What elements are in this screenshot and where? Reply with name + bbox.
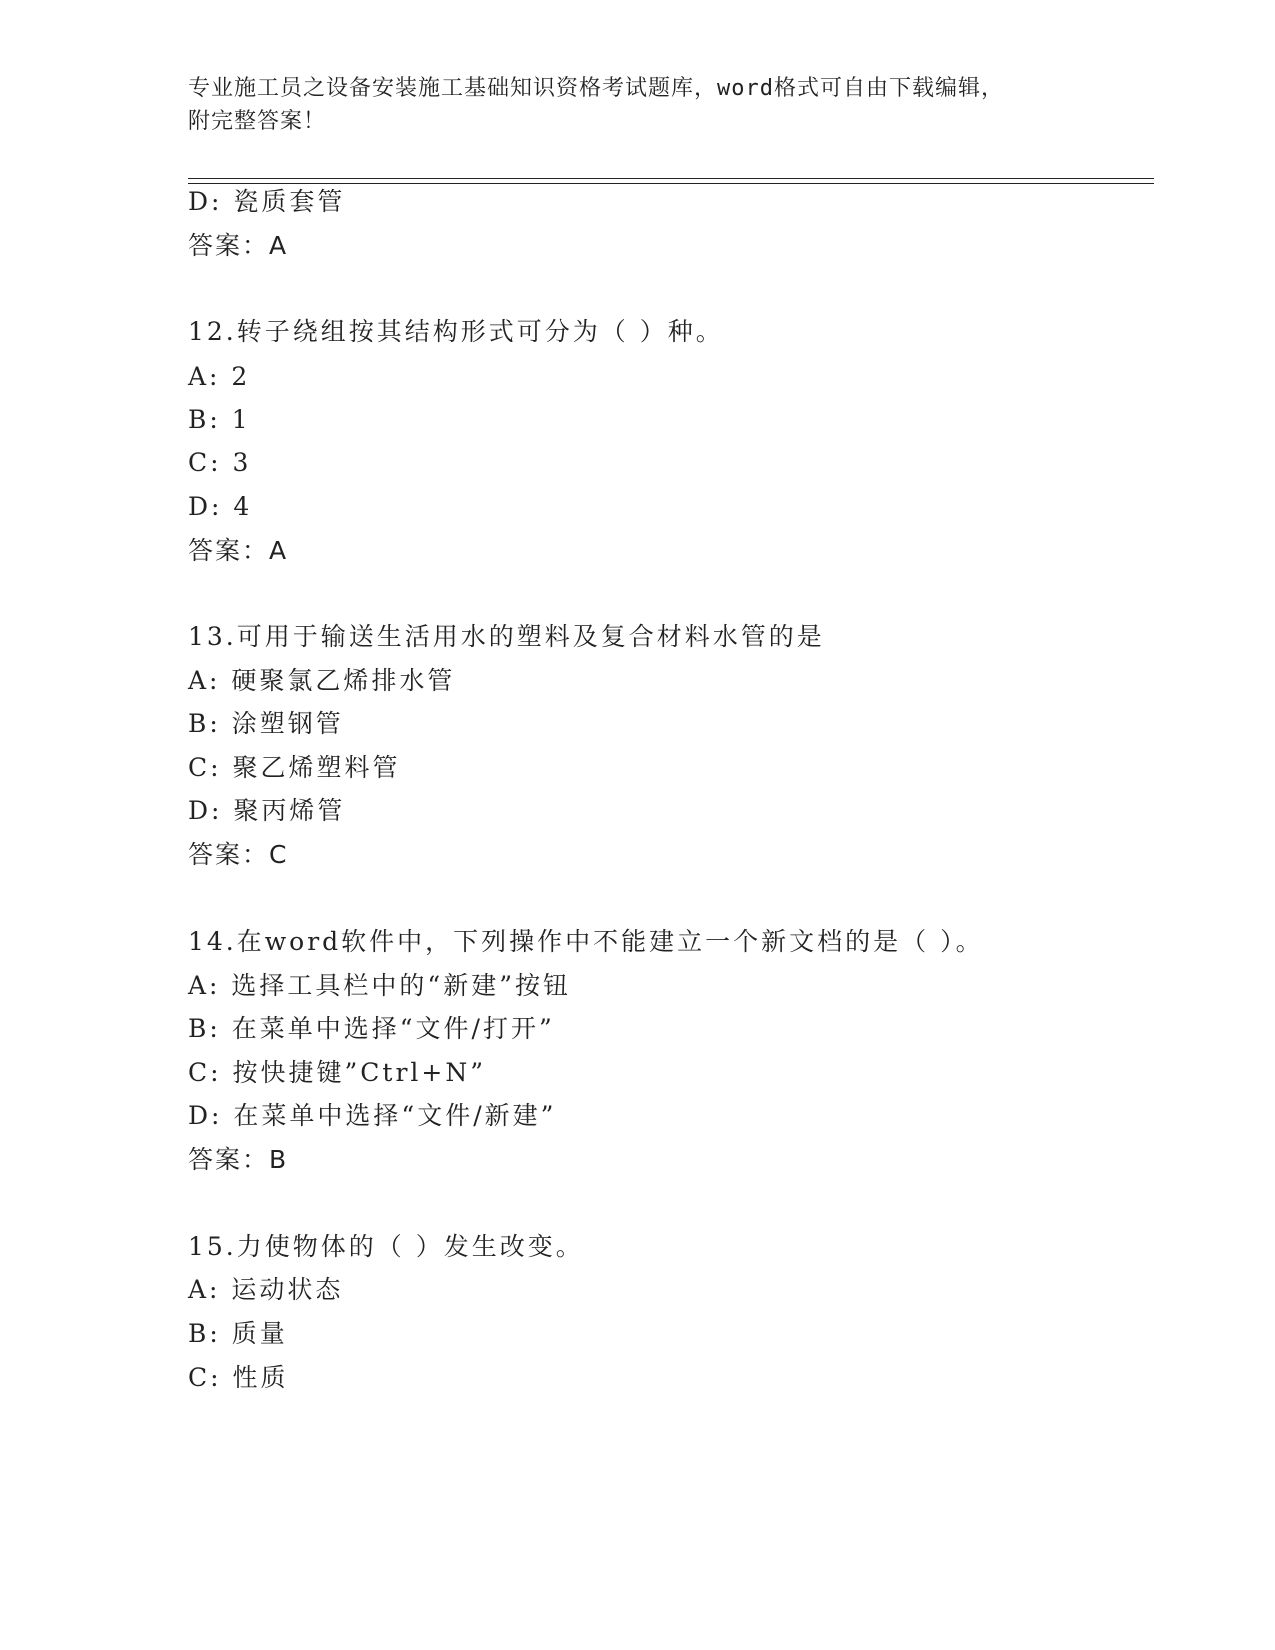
header-line-1: 专业施工员之设备安装施工基础知识资格考试题库，word格式可自由下载编辑，: [188, 76, 1004, 101]
q12-answer: 答案：A: [188, 536, 289, 565]
header-divider-bottom: [188, 183, 1154, 184]
prev-answer: 答案：A: [188, 231, 289, 260]
q15-option-b: B: 质量: [188, 1319, 288, 1348]
prev-option-d: D: 瓷质套管: [188, 187, 346, 216]
q15-option-c: C: 性质: [188, 1363, 289, 1392]
question-12: 12.转子绕组按其结构形式可分为（ ）种。: [188, 317, 724, 346]
q13-option-c: C: 聚乙烯塑料管: [188, 753, 401, 782]
q14-option-d: D: 在菜单中选择“文件/新建”: [188, 1101, 557, 1130]
q12-option-c: C: 3: [188, 448, 252, 477]
q14-answer: 答案：B: [188, 1145, 289, 1174]
q14-option-a: A: 选择工具栏中的“新建”按钮: [188, 971, 571, 1000]
header-divider-top: [188, 178, 1154, 179]
question-15: 15.力使物体的（ ）发生改变。: [188, 1232, 584, 1261]
q13-answer: 答案：C: [188, 840, 289, 869]
q14-option-c: C: 按快捷键”Ctrl+N”: [188, 1058, 487, 1087]
question-14: 14.在word软件中，下列操作中不能建立一个新文档的是（ ）。: [188, 927, 984, 956]
q14-option-b: B: 在菜单中选择“文件/打开”: [188, 1014, 555, 1043]
header-line-2: 附完整答案！: [188, 109, 327, 134]
question-13: 13.可用于输送生活用水的塑料及复合材料水管的是: [188, 622, 825, 651]
q13-option-d: D: 聚丙烯管: [188, 796, 346, 825]
document-header: [188, 72, 1088, 138]
q15-option-a: A: 运动状态: [188, 1275, 344, 1304]
q13-option-a: A: 硬聚氯乙烯排水管: [188, 666, 456, 695]
q12-option-b: B: 1: [188, 405, 251, 434]
q13-option-b: B: 涂塑钢管: [188, 709, 344, 738]
q12-option-a: A: 2: [188, 362, 251, 391]
q12-option-d: D: 4: [188, 492, 253, 521]
